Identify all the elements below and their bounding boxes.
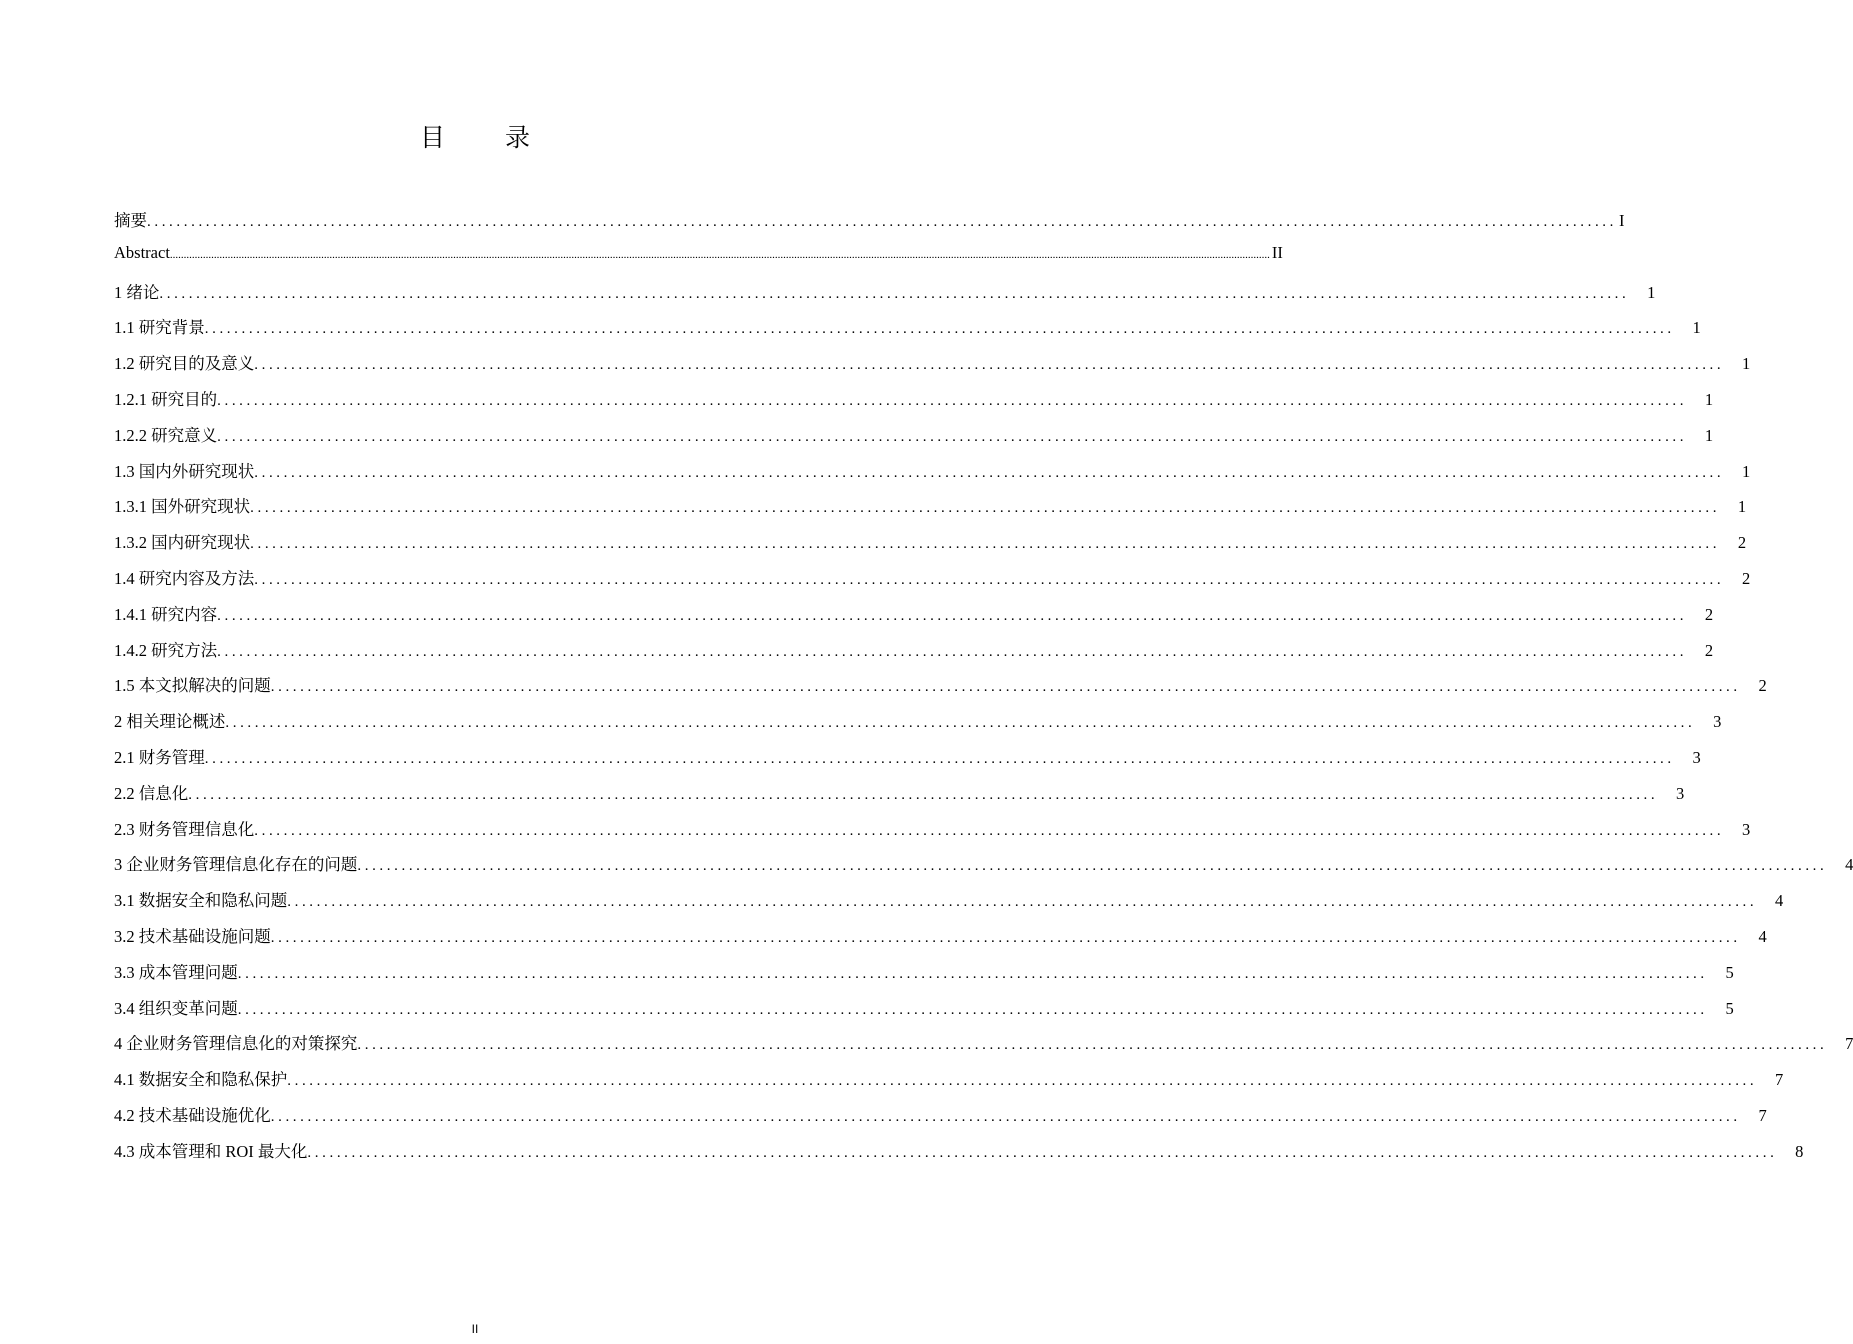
toc-entry-label: 4 企业财务管理信息化的对策探究 — [114, 1034, 358, 1054]
toc-entry[interactable] — [114, 565, 1751, 601]
toc-entry-label: 3.4 组织变革问题 — [114, 998, 238, 1018]
toc-entry-page: 2 — [1758, 676, 1767, 696]
toc-dot-leader: ........................................................................................................................................................................................................ — [159, 285, 1630, 302]
toc-entry[interactable] — [114, 923, 1767, 959]
toc-entry-page: 3 — [1713, 712, 1722, 732]
toc-entry-page: 2 — [1742, 568, 1751, 588]
toc-dot-leader: ................................................................................................................................................................................................................................................................................................................................................................................................................ — [169, 248, 1270, 261]
toc-dot-leader: ........................................................................................................................................................................................................ — [287, 894, 1758, 911]
toc-dot-leader: ........................................................................................................................................................................................................ — [357, 1037, 1828, 1054]
toc-entry-label: 1.3.1 国外研究现状 — [114, 497, 251, 517]
toc-entry[interactable] — [114, 242, 1283, 279]
toc-entry[interactable] — [114, 386, 1714, 422]
toc-dot-leader: ........................................................................................................................................................................................................ — [270, 679, 1741, 696]
toc-entry-page: 1 — [1692, 318, 1701, 338]
toc-entry-page: 4 — [1775, 891, 1784, 911]
toc-entry[interactable] — [114, 887, 1784, 923]
toc-entry-label: 1.3.2 国内研究现状 — [114, 533, 251, 553]
toc-entry-label: 2 相关理论概述 — [114, 712, 226, 732]
toc-entry-label: 2.3 财务管理信息化 — [114, 819, 255, 839]
toc-entry-label: 3.3 成本管理问题 — [114, 962, 238, 982]
toc-dot-leader: ........................................................................................................................................................................................................ — [225, 715, 1696, 732]
toc-entry[interactable] — [114, 458, 1751, 494]
toc-entry[interactable] — [114, 529, 1747, 565]
toc-dot-leader: ........................................................................................................................................................................................................ — [204, 750, 1675, 767]
toc-entry[interactable] — [114, 350, 1751, 386]
toc-dot-leader: ........................................................................................................................................................................................................ — [217, 607, 1688, 624]
toc-entry-label: 1.5 本文拟解决的问题 — [114, 676, 271, 696]
toc-entry-label: 4.3 成本管理和 ROI 最大化 — [114, 1141, 308, 1161]
toc-entry-label: 1.3 国内外研究现状 — [114, 461, 255, 481]
toc-entry[interactable] — [114, 1030, 1853, 1066]
toc-entry-page: 1 — [1742, 354, 1751, 374]
toc-entry[interactable] — [114, 1066, 1784, 1102]
toc-entry-label: 3.1 数据安全和隐私问题 — [114, 891, 288, 911]
toc-entry-label: 1.1 研究背景 — [114, 318, 205, 338]
toc-dot-leader: ........................................................................................................................................................................................................ — [254, 822, 1725, 839]
toc-entry-label: 1.2.2 研究意义 — [114, 425, 218, 445]
toc-entry[interactable] — [114, 708, 1722, 744]
toc-entry[interactable] — [114, 207, 1625, 243]
toc-entry-page: 2 — [1704, 640, 1714, 660]
toc-entry[interactable] — [114, 816, 1751, 852]
toc-dot-leader: ........................................................................................................................................................................................................ — [217, 643, 1688, 660]
toc-dot-leader: ........................................................................................................................................................................................................ — [237, 1001, 1708, 1018]
toc-entry-page: 1 — [1704, 425, 1714, 445]
toc-dot-leader: ........................................................................................................................................................................................................ — [270, 929, 1741, 946]
toc-entry-page: 1 — [1737, 497, 1747, 517]
table-of-contents — [114, 207, 1853, 1174]
toc-entry[interactable] — [114, 744, 1701, 780]
toc-entry-page: 5 — [1725, 998, 1734, 1018]
page-title: 目 录 — [420, 123, 556, 152]
toc-entry-label: 1.2 研究目的及意义 — [114, 354, 255, 374]
toc-entry-page: 2 — [1704, 604, 1714, 624]
toc-entry-page: 2 — [1737, 533, 1747, 553]
toc-dot-leader: ........................................................................................................................................................................................................ — [237, 965, 1708, 982]
toc-entry-page: 1 — [1704, 389, 1714, 409]
toc-dot-leader: ........................................................................................................................................................................................................ — [217, 428, 1688, 445]
toc-entry-label: 2.2 信息化 — [114, 783, 189, 803]
toc-entry[interactable] — [114, 637, 1714, 673]
toc-entry-label: 3 企业财务管理信息化存在的问题 — [114, 855, 358, 875]
toc-entry-label: Abstract — [114, 242, 170, 262]
toc-dot-leader: ........................................................................................................................................................................................................ — [307, 1144, 1778, 1161]
page-number: II — [471, 1322, 479, 1336]
toc-entry-label: 1.4 研究内容及方法 — [114, 568, 255, 588]
toc-dot-leader: ........................................................................................................................................................................................................ — [188, 786, 1659, 803]
toc-entry[interactable] — [114, 851, 1853, 887]
toc-dot-leader: ........................................................................................................................................................................................................ — [217, 392, 1688, 409]
toc-entry-page: 1 — [1647, 282, 1656, 302]
toc-dot-leader: ........................................................................................................................................................................................................ — [147, 214, 1617, 230]
toc-entry-page: 3 — [1692, 747, 1701, 767]
toc-entry-label: 4.2 技术基础设施优化 — [114, 1105, 271, 1125]
toc-entry-page: 4 — [1845, 855, 1853, 875]
toc-entry-page: 7 — [1775, 1070, 1784, 1090]
toc-entry[interactable] — [114, 279, 1656, 315]
toc-dot-leader: ........................................................................................................................................................................................................ — [287, 1073, 1758, 1090]
toc-entry-label: 4.1 数据安全和隐私保护 — [114, 1070, 288, 1090]
toc-entry-page: I — [1619, 211, 1625, 230]
toc-entry-label: 1.4.2 研究方法 — [114, 640, 218, 660]
toc-entry-page: 8 — [1795, 1141, 1804, 1161]
toc-entry[interactable] — [114, 601, 1714, 637]
toc-entry-page: 5 — [1725, 962, 1734, 982]
toc-entry-label: 摘要 — [114, 211, 147, 230]
toc-entry[interactable] — [114, 1102, 1767, 1138]
toc-entry-page: 3 — [1742, 819, 1751, 839]
toc-entry[interactable] — [114, 995, 1734, 1031]
toc-entry-label: 3.2 技术基础设施问题 — [114, 926, 271, 946]
toc-entry[interactable] — [114, 780, 1685, 816]
toc-entry-label: 2.1 财务管理 — [114, 747, 205, 767]
toc-dot-leader: ........................................................................................................................................................................................................ — [270, 1108, 1741, 1125]
toc-entry[interactable] — [114, 314, 1701, 350]
toc-entry[interactable] — [114, 493, 1747, 529]
toc-entry-page: 3 — [1676, 783, 1685, 803]
toc-entry[interactable] — [114, 422, 1714, 458]
toc-entry-label: 1.2.1 研究目的 — [114, 389, 218, 409]
toc-dot-leader: ........................................................................................................................................................................................................ — [254, 571, 1725, 588]
toc-entry-page: 7 — [1758, 1105, 1767, 1125]
toc-entry-page: 1 — [1742, 461, 1751, 481]
toc-entry[interactable] — [114, 1138, 1804, 1174]
toc-entry[interactable] — [114, 672, 1767, 708]
toc-dot-leader: ........................................................................................................................................................................................................ — [250, 536, 1721, 553]
toc-dot-leader: ........................................................................................................................................................................................................ — [250, 500, 1721, 517]
toc-dot-leader: ........................................................................................................................................................................................................ — [204, 321, 1675, 338]
toc-entry[interactable] — [114, 959, 1734, 995]
toc-dot-leader: ........................................................................................................................................................................................................ — [254, 464, 1725, 481]
toc-dot-leader: ........................................................................................................................................................................................................ — [254, 357, 1725, 374]
toc-entry-label: 1 绪论 — [114, 282, 160, 302]
toc-entry-label: 1.4.1 研究内容 — [114, 604, 218, 624]
toc-entry-page: 4 — [1758, 926, 1767, 946]
toc-entry-page: II — [1271, 242, 1283, 262]
toc-entry-page: 7 — [1845, 1034, 1853, 1054]
toc-dot-leader: ........................................................................................................................................................................................................ — [357, 858, 1828, 875]
